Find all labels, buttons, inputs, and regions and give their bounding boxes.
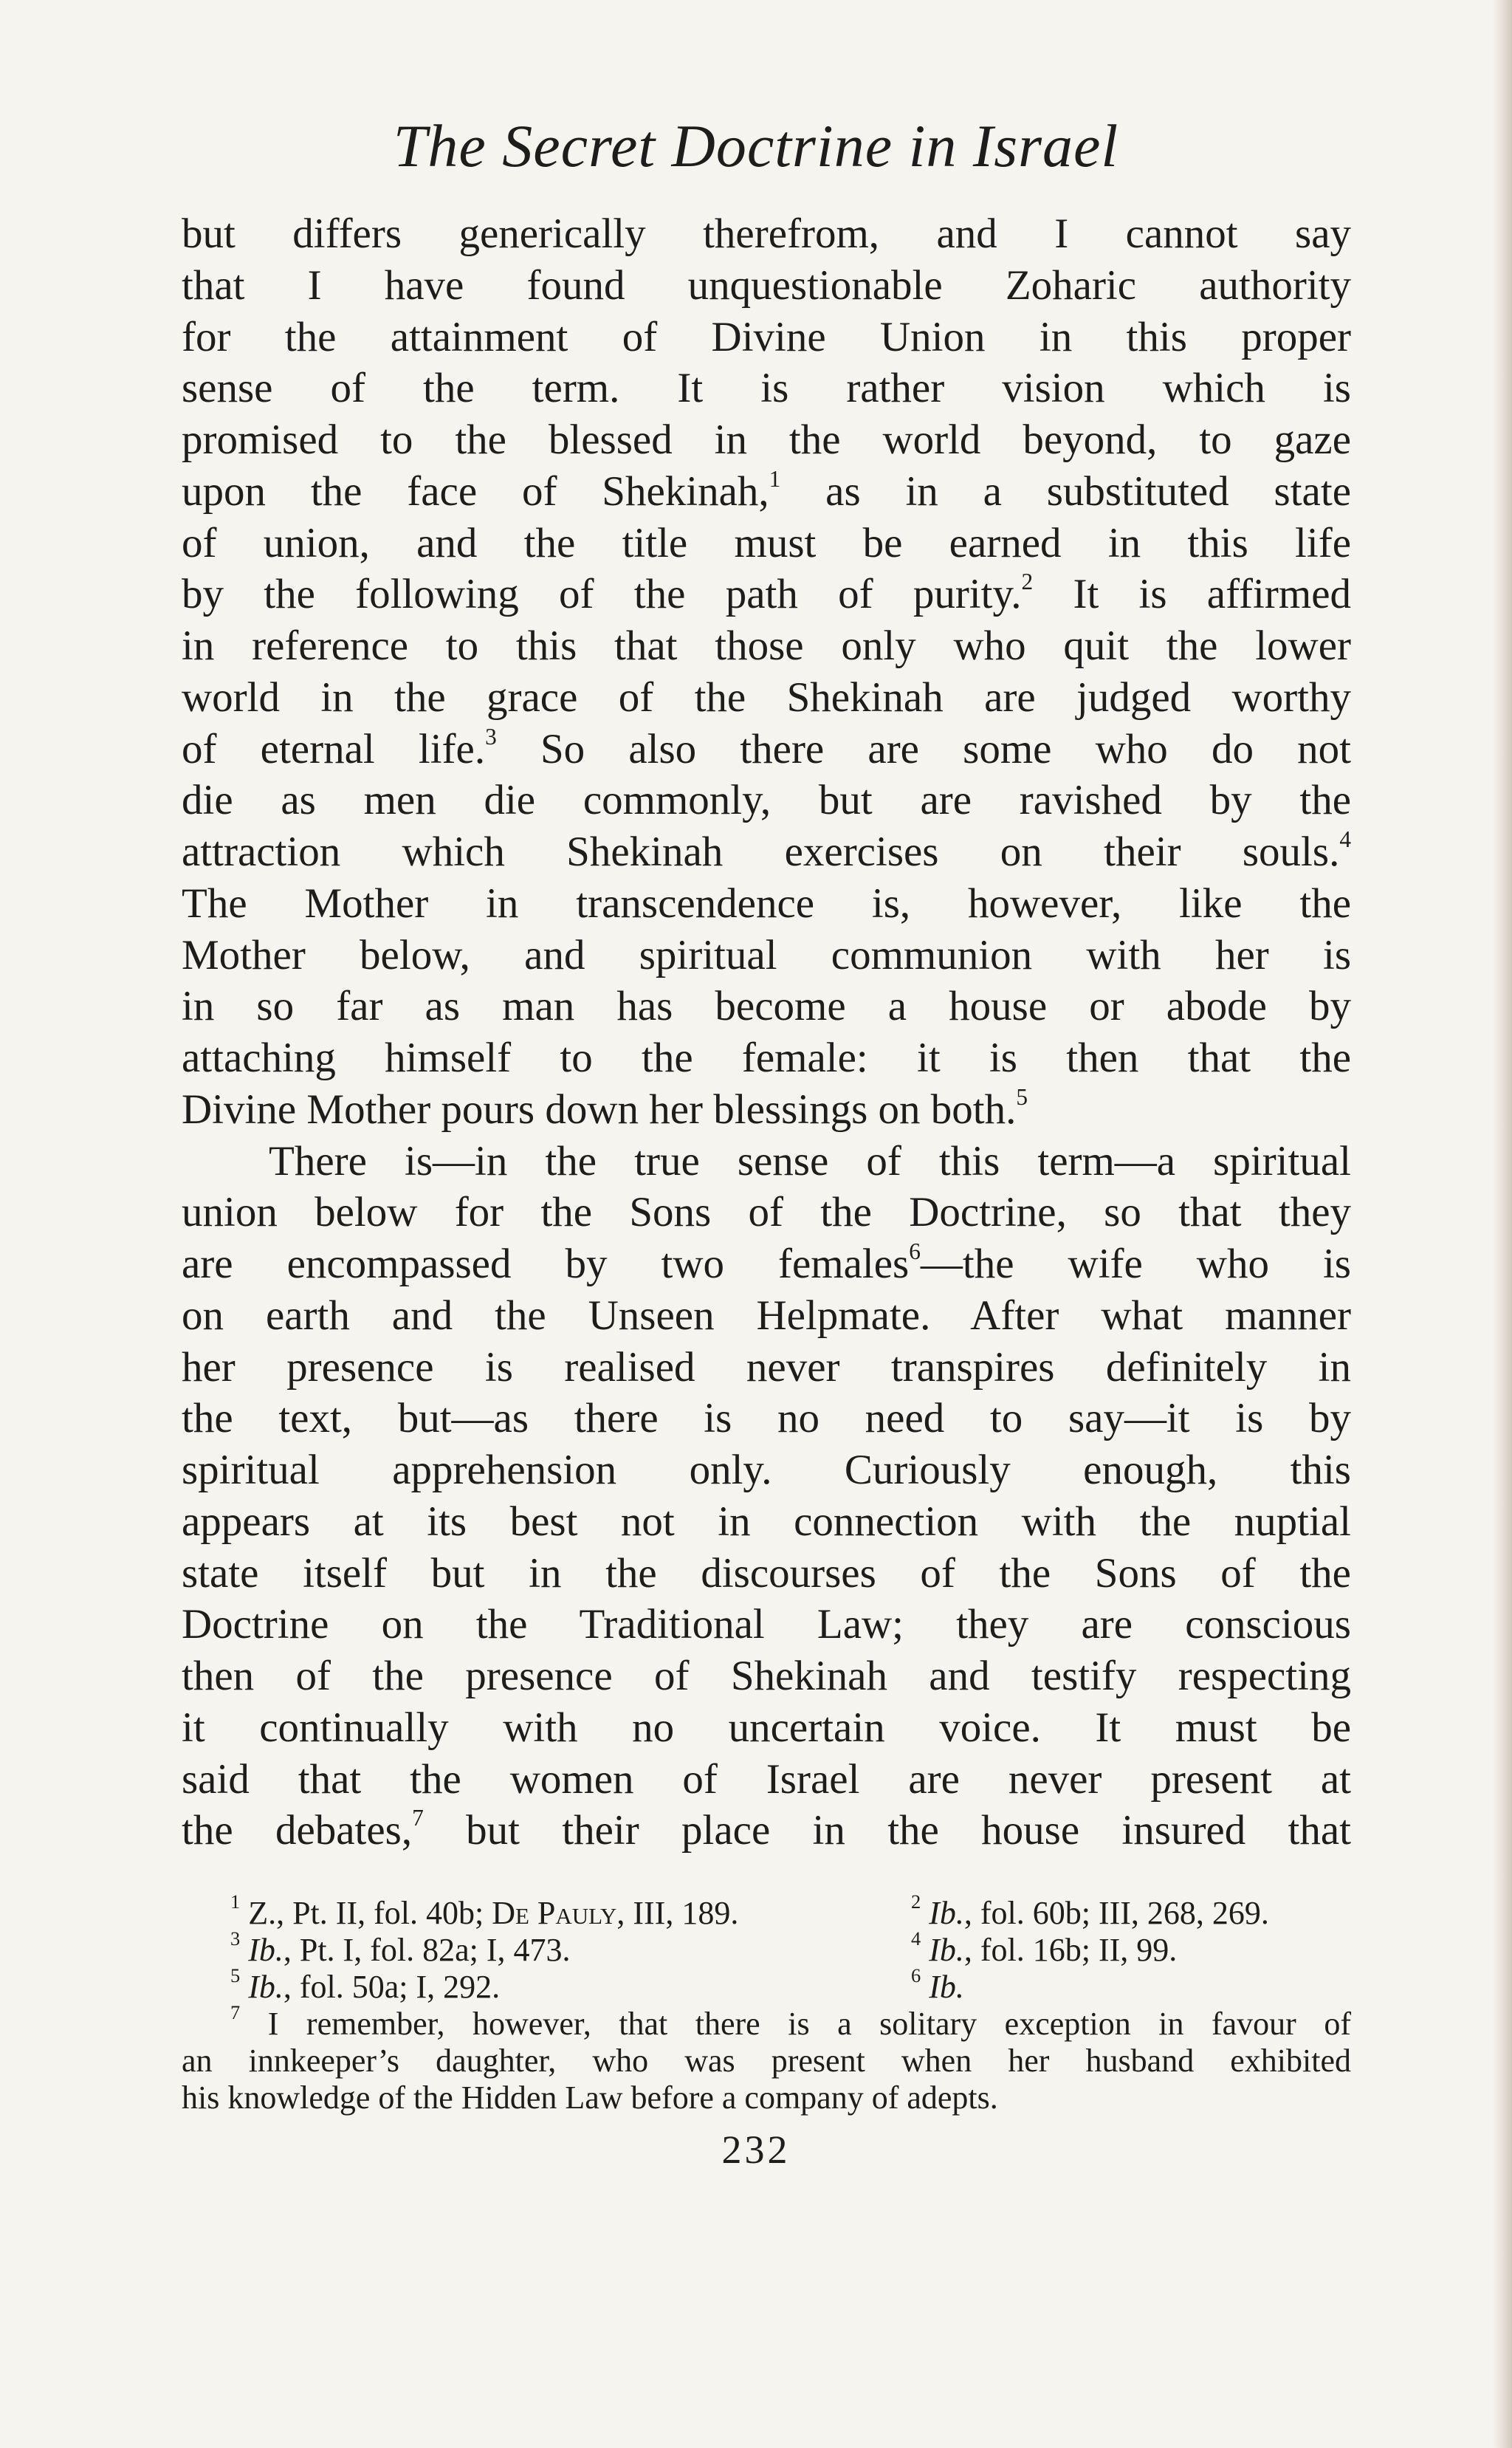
footnote-ibid: Ib.: [929, 1969, 964, 2005]
text-segment: the text, but—as there is no need to say—it is by: [182, 1395, 1351, 1442]
text-segment: as in a substituted state: [780, 467, 1351, 515]
text-line: [182, 1084, 1351, 1136]
text-segment: So also there are some who do not: [496, 725, 1351, 772]
footnote-ref: , fol. 16b; II, 99.: [963, 1932, 1178, 1968]
text-segment: her presence is realised never transpires definitely in: [182, 1343, 1351, 1391]
text-segment: in so far as man has become a house or abode by: [182, 983, 1351, 1030]
footnote-row: [182, 1927, 1351, 1969]
text-segment: said that the women of Israel are never present at: [182, 1755, 1351, 1803]
footnote-reference: 5: [1016, 1083, 1028, 1110]
text-segment: in reference to this that those only who quit the lower: [182, 623, 1351, 669]
text-segment: then of the presence of Shekinah and testify respecting: [182, 1653, 1351, 1699]
text-segment: on earth and the Unseen Helpmate. After what manner: [182, 1292, 1351, 1339]
text-segment: appears at its best not in connection with the nuptial: [182, 1498, 1351, 1545]
text-segment: spiritual apprehension only. Curiously enough, this: [182, 1447, 1351, 1493]
text-segment: for the attainment of Divine Union in this proper: [182, 313, 1351, 360]
footnote-3: [182, 1927, 571, 1969]
text-line: [182, 1650, 1351, 1702]
footnote-ref: , fol. 50a; I, 292.: [283, 1969, 501, 2005]
body-text: [182, 208, 1351, 1856]
footnote-mark: 3: [230, 1927, 241, 1950]
text-segment: There is—in the true sense of this term—a spiritual: [269, 1137, 1351, 1184]
text-line: [182, 1805, 1351, 1856]
text-line: [182, 1290, 1351, 1342]
text-line: [182, 1548, 1351, 1600]
text-segment: but differs generically therefrom, and I cannot say: [182, 210, 1351, 257]
footnote-7-line: his knowledge of the Hidden Law before a company of adepts.: [182, 2080, 998, 2116]
text-line: [182, 414, 1351, 466]
footnote-4: [911, 1927, 1351, 1969]
footnote-author: De Pauly: [492, 1895, 617, 1931]
footnote-mark: 5: [230, 1964, 241, 1986]
footnote-ref: , Pt. I, fol. 82a; I, 473.: [283, 1932, 571, 1968]
text-line: [182, 1496, 1351, 1548]
footnote-ref: , fol. 60b; III, 268, 269.: [963, 1895, 1269, 1931]
text-line: [182, 1754, 1351, 1806]
running-head: The Secret Doctrine in Israel: [393, 112, 1119, 179]
footnote-7-line: an innkeeper’s daughter, who was present when her husband exhibited: [182, 2043, 1351, 2079]
text-segment: —the wife who is: [920, 1241, 1351, 1287]
footnote-row: [182, 1890, 1351, 1932]
text-segment: state itself but in the discourses of the Sons of the: [182, 1549, 1351, 1597]
text-segment: die as men die commonly, but are ravished by the: [182, 777, 1351, 824]
text-segment: Divine Mother pours down her blessings on both.: [182, 1086, 1017, 1133]
footnote-text: Z., Pt. II, fol. 40b;: [248, 1895, 492, 1931]
text-segment: promised to the blessed in the world beyond, to gaze: [182, 416, 1351, 463]
text-line: [182, 1187, 1351, 1238]
footnote-reference: 7: [412, 1805, 424, 1831]
footnote-mark: 1: [230, 1890, 241, 1913]
text-line: [182, 1393, 1351, 1444]
footnote-5: [182, 1964, 501, 2006]
footnote-7-line: [182, 2000, 1351, 2043]
text-segment: sense of the term. It is rather vision which is: [182, 365, 1351, 412]
footnote-mark: 7: [230, 2000, 241, 2023]
text-line: [182, 672, 1351, 724]
text-line: [182, 878, 1351, 930]
text-segment: union below for the Sons of the Doctrine, so that they: [182, 1189, 1351, 1236]
footnote-mark: 6: [911, 1964, 921, 1986]
text-line: [182, 775, 1351, 826]
text-line: [182, 981, 1351, 1032]
text-segment: Mother below, and spiritual communion with her is: [182, 931, 1351, 978]
text-line: [182, 826, 1351, 878]
text-line: [182, 724, 1351, 775]
text-line: [182, 569, 1351, 620]
footnote-ibid: Ib.: [248, 1969, 284, 2005]
text-segment: of union, and the title must be earned in this life: [182, 519, 1351, 566]
footnote-reference: 4: [1339, 826, 1351, 852]
text-line: [182, 312, 1351, 363]
footnote-reference: 3: [485, 723, 497, 750]
text-line: [182, 260, 1351, 312]
text-line: [182, 466, 1351, 518]
footnote-reference: 6: [909, 1238, 921, 1264]
text-line: [182, 1444, 1351, 1496]
text-segment: upon the face of Shekinah,: [182, 467, 769, 515]
text-line: [182, 1702, 1351, 1754]
text-line: [182, 1238, 1351, 1290]
footnote-reference: 1: [769, 465, 781, 492]
text-segment: that I have found unquestionable Zoharic authority: [182, 261, 1351, 309]
text-line: [182, 208, 1351, 260]
text-segment: are encompassed by two females: [182, 1241, 910, 1287]
text-line: [182, 1599, 1351, 1650]
text-segment: The Mother in transcendence is, however, like the: [182, 880, 1351, 927]
footnote-row: [182, 1964, 1351, 2006]
text-segment: the debates,: [182, 1807, 413, 1854]
footnote-mark: 2: [911, 1890, 921, 1913]
footnote-reference: 2: [1021, 569, 1034, 595]
footnote-ibid: Ib.: [929, 1932, 964, 1968]
footnote-text: I remember, however, that there is a solitary exception in favour of: [267, 2006, 1351, 2042]
text-segment: but their place in the house insured that: [423, 1807, 1352, 1854]
footnote-1: [182, 1890, 739, 1932]
text-line: [182, 1032, 1351, 1084]
text-line: [182, 1342, 1351, 1393]
footnote-2: [911, 1890, 1351, 1932]
footnote-6: [911, 1964, 1351, 2006]
footnotes: [182, 1890, 1351, 2116]
text-segment: world in the grace of the Shekinah are judged worthy: [182, 673, 1351, 721]
text-segment: by the following of the path of purity.: [182, 571, 1022, 618]
text-line: [182, 518, 1351, 569]
page-spine-shadow: [1493, 0, 1512, 2448]
footnote-ref: , III, 189.: [616, 1895, 739, 1931]
text-segment: attaching himself to the female: it is then that the: [182, 1035, 1351, 1081]
text-line: [182, 1136, 1351, 1187]
text-segment: attraction which Shekinah exercises on their souls.: [182, 829, 1340, 875]
text-line: [182, 620, 1351, 672]
page-number: 232: [721, 2128, 791, 2172]
text-segment: of eternal life.: [182, 725, 486, 772]
footnote-ibid: Ib.: [248, 1932, 284, 1968]
text-segment: Doctrine on the Traditional Law; they are conscious: [182, 1601, 1351, 1648]
footnote-mark: 4: [911, 1927, 921, 1950]
text-line: [182, 363, 1351, 414]
text-line: [182, 930, 1351, 981]
footnote-ibid: Ib.: [929, 1895, 964, 1931]
text-segment: it continually with no uncertain voice. It must be: [182, 1704, 1351, 1751]
text-segment: It is affirmed: [1033, 571, 1351, 618]
